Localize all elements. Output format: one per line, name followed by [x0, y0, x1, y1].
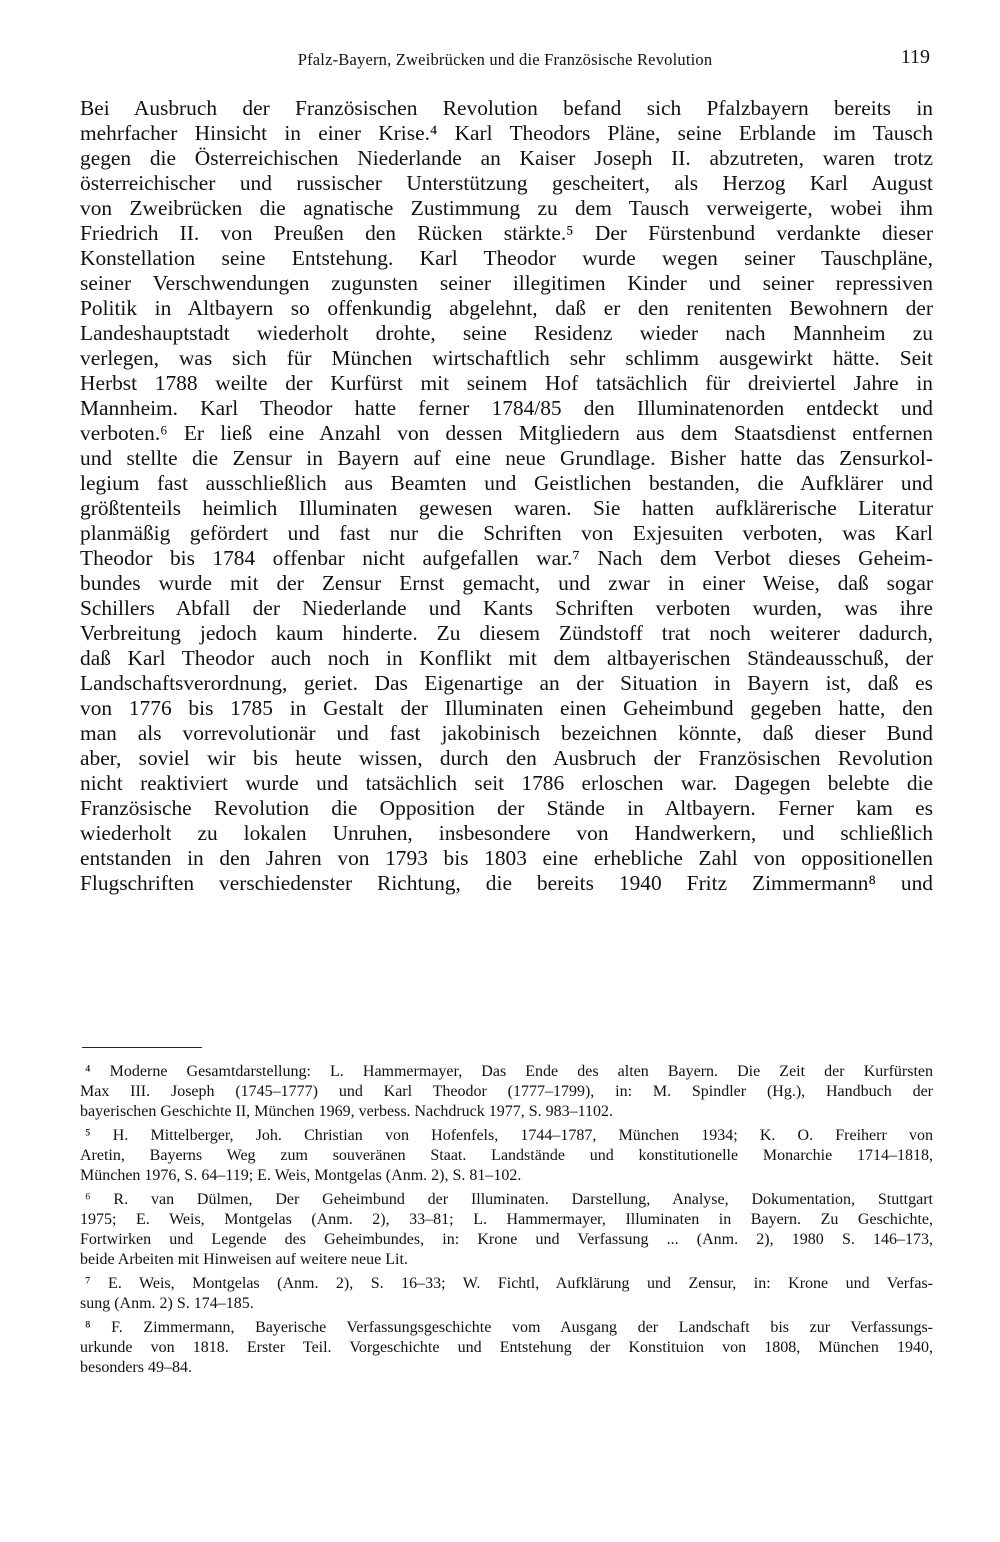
footnote-line: urkunde von 1818. Erster Teil. Vorgeschichte und Entstehung der Konstituion von 1808, München 1940, [80, 1339, 933, 1356]
body-line: Politik in Altbayern so offenkundig abgelehnt, daß er den renitenten Bewohnern der [80, 296, 933, 320]
body-line: daß Karl Theodor auch noch in Konflikt mit dem altbayerischen Ständeausschuß, der [80, 646, 933, 670]
footnote [80, 1318, 933, 1378]
footnote-line: ⁷ E. Weis, Montgelas (Anm. 2), S. 16–33; W. Fichtl, Aufklärung und Zensur, in: Krone und Verfas- [85, 1275, 933, 1292]
body-line: bundes wurde mit der Zensur Ernst gemacht, und zwar in einer Weise, daß sogar [80, 571, 933, 595]
running-head [80, 44, 930, 78]
body-line: Französische Revolution die Opposition der Stände in Altbayern. Ferner kam es [80, 796, 933, 820]
body-line: planmäßig gefördert und fast nur die Schriften von Exjesuiten verboten, was Karl [80, 521, 933, 545]
body-line: gegen die Österreichischen Niederlande an Kaiser Joseph II. abzutreten, waren trotz [80, 146, 933, 170]
body-line: aber, soviel wir bis heute wissen, durch den Ausbruch der Französischen Revolution [80, 746, 933, 770]
body-line: Landschaftsverordnung, geriet. Das Eigenartige an der Situation in Bayern ist, daß es [80, 671, 933, 695]
footnote-line: Aretin, Bayerns Weg zum souveränen Staat. Landstände und konstitutionelle Monarchie 1714–1818, [80, 1147, 933, 1164]
body-line: und stellte die Zensur in Bayern auf eine neue Grundlage. Bisher hatte das Zensurkol- [80, 446, 933, 470]
footnote-line: 1975; E. Weis, Montgelas (Anm. 2), 33–81; L. Hammermayer, Illuminaten in Bayern. Zu Geschichte, [80, 1211, 933, 1228]
body-line: mehrfacher Hinsicht in einer Krise.⁴ Karl Theodors Pläne, seine Erblande im Tausch [80, 121, 933, 145]
footnote [80, 1126, 933, 1186]
body-line: Mannheim. Karl Theodor hatte ferner 1784/85 den Illuminatenorden entdeckt und [80, 396, 933, 420]
page-number: 119 [900, 46, 930, 68]
footnote [80, 1274, 933, 1314]
body-line: entstanden in den Jahren von 1793 bis 1803 eine erhebliche Zahl von oppositionellen [80, 846, 933, 870]
footnote-line: München 1976, S. 64–119; E. Weis, Montgelas (Anm. 2), S. 81–102. [80, 1167, 522, 1184]
body-line: verboten.⁶ Er ließ eine Anzahl von dessen Mitgliedern aus dem Staatsdienst entfernen [80, 421, 933, 445]
body-line: Herbst 1788 weilte der Kurfürst mit seinem Hof tatsächlich für dreiviertel Jahre in [80, 371, 933, 395]
body-line: wiederholt zu lokalen Unruhen, insbesondere von Handwerkern, und schließlich [80, 821, 933, 845]
body-line: legium fast ausschließlich aus Beamten und Geistlichen bestanden, die Aufklärer und [80, 471, 933, 495]
body-line: seiner Verschwendungen zugunsten seiner illegitimen Kinder und seiner repressiven [80, 271, 933, 295]
body-line: Verbreitung jedoch kaum hinderte. Zu diesem Zündstoff trat noch weiterer dadurch, [80, 621, 933, 645]
body-line: verlegen, was sich für München wirtschaftlich sehr schlimm ausgewirkt hätte. Seit [80, 346, 933, 370]
footnote-line: Max III. Joseph (1745–1777) und Karl Theodor (1777–1799), in: M. Spindler (Hg.), Handbuch der [80, 1083, 933, 1100]
footnote-line: sung (Anm. 2) S. 174–185. [80, 1295, 254, 1312]
footnote-line: bayerischen Geschichte II, München 1969, verbess. Nachdruck 1977, S. 983–1102. [80, 1103, 614, 1120]
body-line: österreichischer und russischer Unterstützung gescheitert, als Herzog Karl August [80, 171, 933, 195]
body-line: Theodor bis 1784 offenbar nicht aufgefallen war.⁷ Nach dem Verbot dieses Geheim- [80, 546, 933, 570]
footnote-line: beide Arbeiten mit Hinweisen auf weitere neue Lit. [80, 1251, 408, 1268]
body-line: man als vorrevolutionär und fast jakobinisch bezeichnen könnte, daß dieser Bund [80, 721, 933, 745]
body-line: nicht reaktiviert wurde und tatsächlich seit 1786 erloschen war. Dagegen belebte die [80, 771, 933, 795]
body-line: Flugschriften verschiedenster Richtung, die bereits 1940 Fritz Zimmermann⁸ und [80, 871, 933, 895]
body-line: Landeshauptstadt wiederholt drohte, seine Residenz wieder nach Mannheim zu [80, 321, 933, 345]
body-line: Friedrich II. von Preußen den Rücken stärkte.⁵ Der Fürstenbund verdankte dieser [80, 221, 933, 245]
running-title: Pfalz-Bayern, Zweibrücken und die Französische Revolution [297, 50, 713, 69]
body-line: von 1776 bis 1785 in Gestalt der Illuminaten einen Geheimbund gegeben hatte, den [80, 696, 933, 720]
footnote-line: ⁸ F. Zimmermann, Bayerische Verfassungsgeschichte vom Ausgang der Landschaft bis zur Verfassungs- [85, 1319, 933, 1336]
body-line: von Zweibrücken die agnatische Zustimmung zu dem Tausch verweigerte, wobei ihm [80, 196, 933, 220]
footnotes [80, 1062, 933, 1378]
body-line: Konstellation seine Entstehung. Karl Theodor wurde wegen seiner Tauschpläne, [80, 246, 933, 270]
footnote [80, 1062, 933, 1122]
body-line: Schillers Abfall der Niederlande und Kants Schriften verboten wurden, was ihre [80, 596, 933, 620]
body-line: größtenteils heimlich Illuminaten gewesen waren. Sie hatten aufklärerische Literatur [80, 496, 933, 520]
footnote-line: ⁵ H. Mittelberger, Joh. Christian von Hofenfels, 1744–1787, München 1934; K. O. Freiherr von [85, 1127, 933, 1144]
footnote-line: Fortwirken und Legende des Geheimbundes, in: Krone und Verfassung ... (Anm. 2), 1980 S. 146–173, [80, 1231, 933, 1248]
footnote-rule [82, 1047, 202, 1048]
footnote-line: ⁴ Moderne Gesamtdarstellung: L. Hammermayer, Das Ende des alten Bayern. Die Zeit der Kurfürsten [85, 1063, 933, 1080]
footnote-line: ⁶ R. van Dülmen, Der Geheimbund der Illuminaten. Darstellung, Analyse, Dokumentation, Stuttgart [85, 1191, 933, 1208]
footnote-line: besonders 49–84. [80, 1359, 192, 1376]
body-line: Bei Ausbruch der Französischen Revolution befand sich Pfalzbayern bereits in [80, 96, 933, 120]
body-text [80, 96, 933, 896]
footnote [80, 1190, 933, 1270]
